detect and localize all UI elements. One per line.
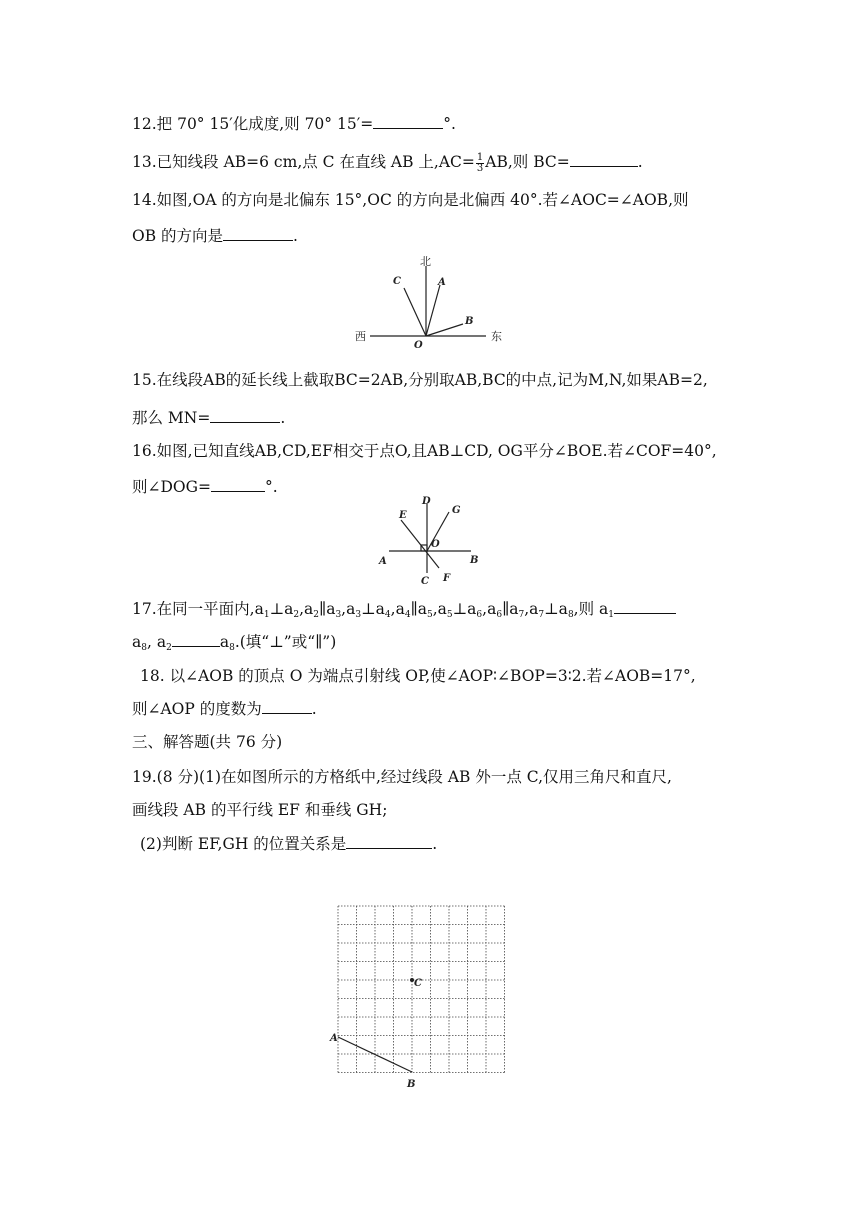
answer-blank[interactable] (211, 475, 265, 492)
label-e: E (399, 510, 407, 521)
question-14-line-2: OB 的方向是 . (132, 224, 298, 247)
question-18-line-1: 18. 以∠AOB 的顶点 O 为端点引射线 OP,使∠AOP∶∠BOP=3∶2.若∠AOB=17°, (140, 667, 696, 685)
question-13: 13.已知线段 AB=6 cm,点 C 在直线 AB 上,AC= $\frac{1}{3}$ AB,则 BC= . (132, 151, 643, 174)
question-17-line-1: 17.在同一平面内$,a_1\perp a_2,a_2\parallel a_3,a_3\perp a_4,a_4\parallel a_5,a_5\perp a_6,a_6\parallel a_7,a_7\perp a_8$,则 $a_1$ (132, 597, 676, 626)
figure-16-intersecting-lines (375, 496, 495, 592)
label-east: 东 (491, 330, 502, 343)
question-19-line-2: 画线段 AB 的平行线 EF 和垂线 GH; (132, 801, 388, 819)
label-f: F (443, 573, 451, 584)
answer-blank-2[interactable] (172, 630, 220, 647)
answer-blank[interactable] (210, 406, 280, 423)
label-g: G (452, 505, 461, 516)
answer-blank[interactable] (262, 697, 312, 714)
label-o: O (414, 340, 423, 351)
label-a: A (379, 556, 387, 567)
ray-oa (426, 285, 440, 336)
question-15-line-2: 那么 MN= . (132, 406, 285, 429)
answer-blank[interactable] (223, 224, 293, 241)
answer-blank[interactable] (570, 150, 638, 167)
label-o: O (431, 539, 440, 550)
figure-14-direction-diagram (340, 252, 510, 352)
label-north: 北 (420, 255, 431, 268)
question-17-line-2: $a_8$, $a_2$ $a_8$.(填“⊥”或“∥”) (132, 630, 336, 659)
section-3-heading: 三、解答题(共 76 分) (132, 733, 283, 751)
ray-ob (426, 324, 463, 336)
ray-oc (404, 288, 426, 336)
label-b: B (470, 555, 479, 566)
question-14-line-1: 14.如图,OA 的方向是北偏东 15°,OC 的方向是北偏西 40°.若∠AOC=∠AOB,则 (132, 191, 689, 209)
question-15-line-1: 15.在线段AB的延长线上截取BC=2AB,分别取AB,BC的中点,记为M,N,如果AB=2, (132, 371, 708, 389)
question-12: 12.把 70° 15′化成度,则 70° 15′= °. (132, 112, 456, 135)
figure-19-grid-paper[interactable] (325, 895, 525, 1095)
question-16-line-1: 16.如图,已知直线AB,CD,EF相交于点O,且AB⊥CD, OG平分∠BOE.若∠COF=40°, (132, 442, 717, 460)
label-c: C (393, 276, 401, 287)
grid-lines (338, 906, 505, 1073)
label-c: C (421, 576, 429, 587)
question-19-line-3: (2)判断 EF,GH 的位置关系是 . (140, 832, 437, 855)
answer-blank[interactable] (373, 112, 443, 129)
label-a: A (330, 1033, 338, 1044)
label-b: B (407, 1079, 416, 1090)
label-west: 西 (355, 330, 366, 343)
label-a: A (438, 277, 446, 288)
label-b: B (465, 316, 474, 327)
question-18-line-2: 则∠AOP 的度数为 . (132, 697, 317, 720)
answer-blank[interactable] (346, 832, 432, 849)
question-16-line-2: 则∠DOG= °. (132, 475, 278, 498)
question-19-line-1: 19.(8 分)(1)在如图所示的方格纸中,经过线段 AB 外一点 C,仅用三角尺和直尺, (132, 768, 672, 786)
fraction-one-third: $\frac{1}{3}$ (476, 151, 484, 174)
answer-blank-1[interactable] (614, 597, 676, 614)
label-c: C (414, 978, 422, 989)
label-d: D (422, 496, 431, 507)
